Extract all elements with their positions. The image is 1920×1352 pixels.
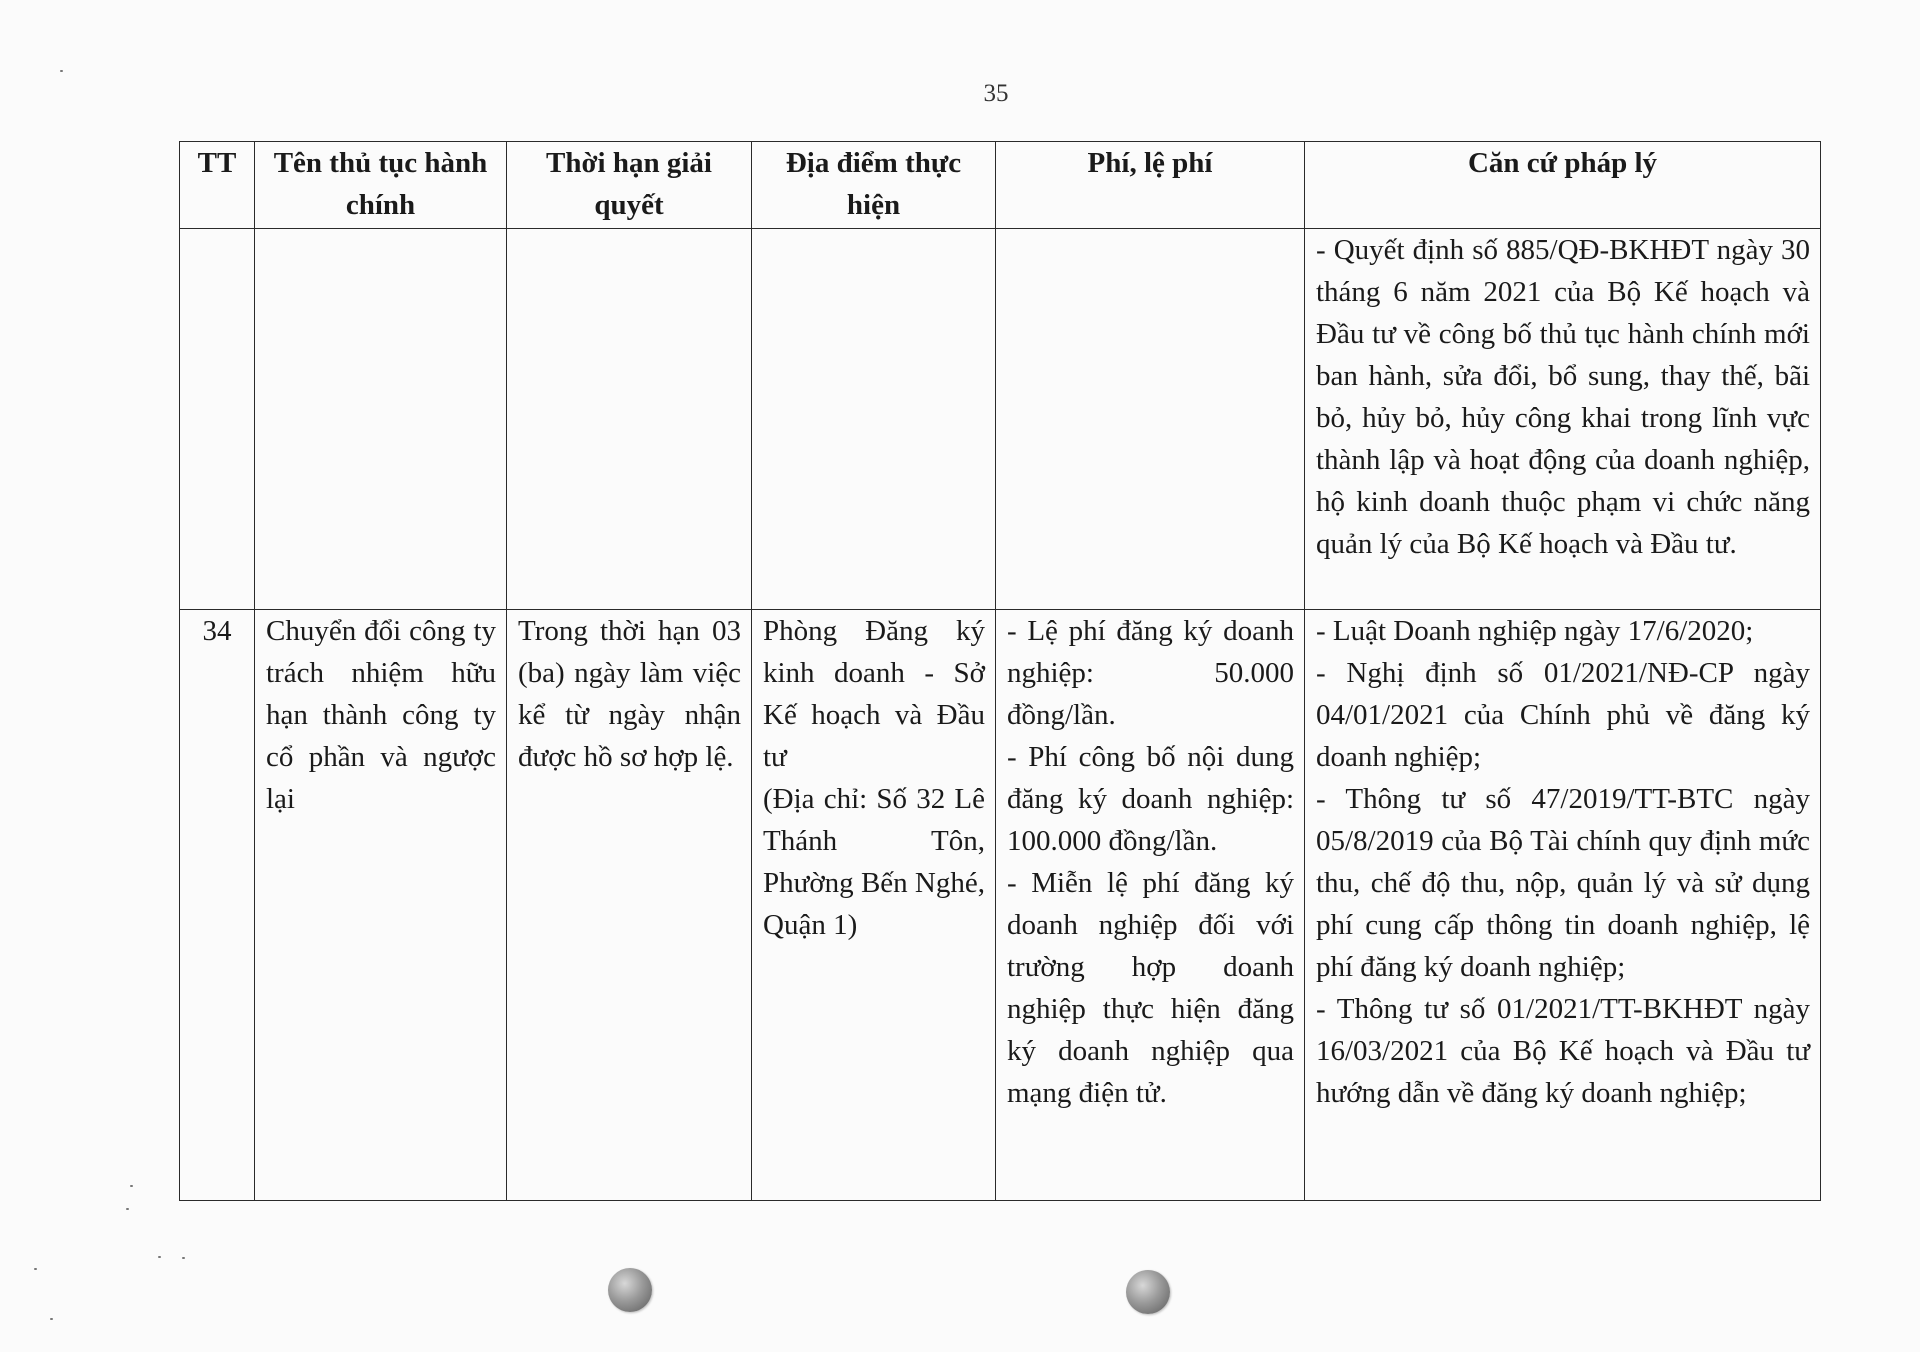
cell-legal-basis-34 bbox=[1305, 610, 1821, 1201]
page-number: 35 bbox=[983, 80, 1009, 107]
location-address: (Địa chỉ: Số 32 Lê Thánh Tôn, Phường Bến Nghé, Quận 1) bbox=[763, 783, 985, 941]
cell-tt-34: 34 bbox=[180, 610, 255, 1201]
header-legal-basis: Căn cứ pháp lý bbox=[1305, 142, 1821, 229]
cell-procedure-empty bbox=[255, 229, 507, 610]
binder-hole-right bbox=[1126, 1270, 1170, 1314]
legal-basis-item: - Thông tư số 01/2021/TT-BKHĐT ngày 16/03/2021 của Bộ Kế hoạch và Đầu tư hướng dẫn về đăng ký doanh nghiệp; bbox=[1316, 993, 1810, 1109]
scan-speck bbox=[182, 1257, 185, 1259]
cell-processing-time-34: Trong thời hạn 03 (ba) ngày làm việc kể từ ngày nhận được hồ sơ hợp lệ. bbox=[507, 610, 752, 1201]
table-header-row bbox=[180, 142, 1821, 229]
cell-time-empty bbox=[507, 229, 752, 610]
scan-speck bbox=[34, 1268, 37, 1270]
fee-item: - Lệ phí đăng ký doanh nghiệp: 50.000 đồng/lần. bbox=[1007, 615, 1294, 731]
header-tt: TT bbox=[180, 142, 255, 229]
legal-basis-item: - Nghị định số 01/2021/NĐ-CP ngày 04/01/2021 của Chính phủ về đăng ký doanh nghiệp; bbox=[1316, 657, 1810, 773]
cell-procedure-name-34: Chuyển đổi công ty trách nhiệm hữu hạn thành công ty cổ phần và ngược lại bbox=[255, 610, 507, 1201]
cell-legal-basis-continued: - Quyết định số 885/QĐ-BKHĐT ngày 30 tháng 6 năm 2021 của Bộ Kế hoạch và Đầu tư về công bố thủ tục hành chính mới ban hành, sửa đổi, bổ sung, thay thế, bãi bỏ, hủy bỏ, hủy công khai trong lĩnh vực thành lập và hoạt động của doanh nghiệp, hộ kinh doanh thuộc phạm vi chức năng quản lý của Bộ Kế hoạch và Đầu tư. bbox=[1305, 229, 1821, 610]
table-row-34 bbox=[180, 610, 1821, 1201]
location-office: Phòng Đăng ký kinh doanh - Sở Kế hoạch và Đầu tư bbox=[763, 615, 985, 773]
legal-basis-item: - Luật Doanh nghiệp ngày 17/6/2020; bbox=[1316, 615, 1754, 647]
scan-speck bbox=[60, 70, 63, 72]
binder-hole-left bbox=[608, 1268, 652, 1312]
scan-speck bbox=[158, 1256, 161, 1258]
administrative-procedures-table bbox=[179, 141, 1821, 1201]
table-row-continuation bbox=[180, 229, 1821, 610]
scan-speck bbox=[50, 1318, 53, 1320]
header-processing-time: Thời hạn giải quyết bbox=[507, 142, 752, 229]
cell-location-empty bbox=[752, 229, 996, 610]
cell-tt-empty bbox=[180, 229, 255, 610]
scan-speck bbox=[130, 1185, 133, 1187]
fee-item: - Phí công bố nội dung đăng ký doanh nghiệp: 100.000 đồng/lần. bbox=[1007, 741, 1294, 857]
cell-fees-empty bbox=[996, 229, 1305, 610]
cell-fees-34 bbox=[996, 610, 1305, 1201]
header-fees: Phí, lệ phí bbox=[996, 142, 1305, 229]
fee-item: - Miễn lệ phí đăng ký doanh nghiệp đối với trường hợp doanh nghiệp thực hiện đăng ký doanh nghiệp qua mạng điện tử. bbox=[1007, 867, 1294, 1109]
legal-basis-item: - Thông tư số 47/2019/TT-BTC ngày 05/8/2019 của Bộ Tài chính quy định mức thu, chế độ thu, nộp, quản lý và sử dụng phí cung cấp thông tin doanh nghiệp, lệ phí đăng ký doanh nghiệp; bbox=[1316, 783, 1810, 983]
header-procedure-name: Tên thủ tục hành chính bbox=[255, 142, 507, 229]
scan-speck bbox=[126, 1208, 129, 1210]
cell-location-34 bbox=[752, 610, 996, 1201]
header-location: Địa điểm thực hiện bbox=[752, 142, 996, 229]
